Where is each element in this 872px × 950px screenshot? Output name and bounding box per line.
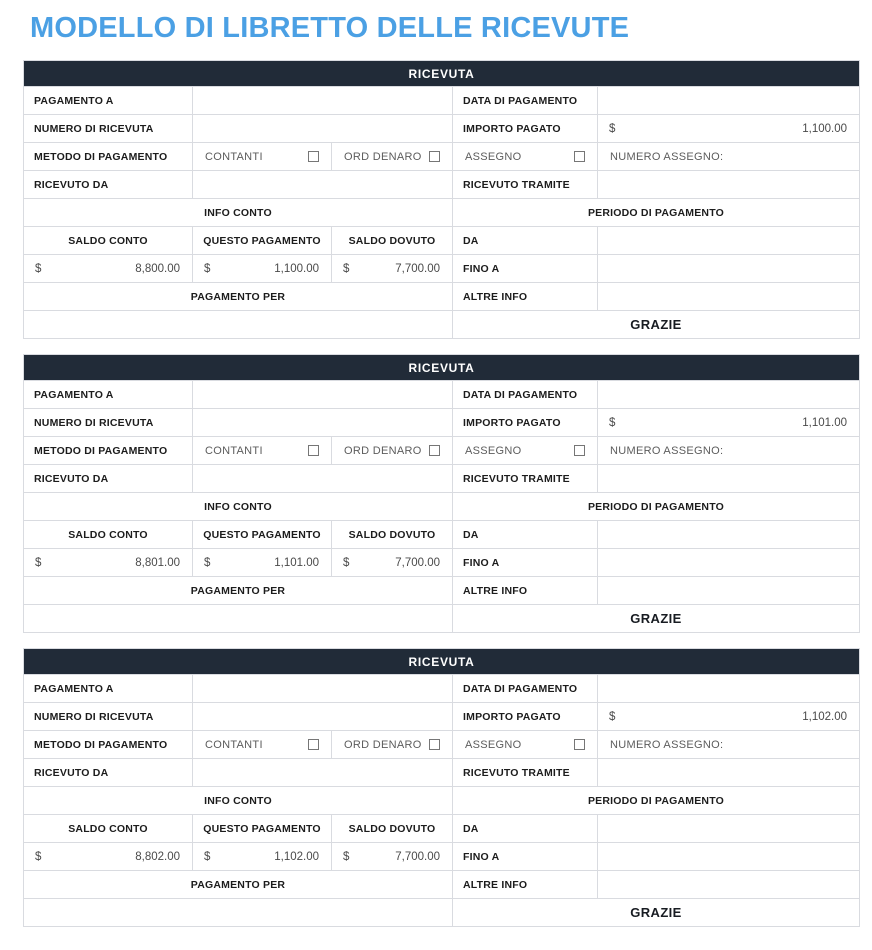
currency-symbol: $ bbox=[609, 710, 616, 723]
label-importo-pagato: IMPORTO PAGATO bbox=[453, 115, 597, 142]
saldo-dovuto-amount: 7,700.00 bbox=[395, 556, 440, 569]
da-field[interactable] bbox=[598, 227, 859, 254]
data-di-pagamento-field[interactable] bbox=[598, 87, 859, 114]
saldo-dovuto-amount: 7,700.00 bbox=[395, 262, 440, 275]
questo-pagamento-amount: 1,101.00 bbox=[274, 556, 319, 569]
label-da: DA bbox=[453, 815, 597, 842]
fino-a-field[interactable] bbox=[598, 255, 859, 282]
assegno-option-cell bbox=[453, 143, 597, 170]
assegno-option-label: ASSEGNO bbox=[465, 738, 522, 751]
label-metodo-di-pagamento: METODO DI PAGAMENTO bbox=[24, 143, 192, 170]
saldo-dovuto-amount: 7,700.00 bbox=[395, 850, 440, 863]
currency-symbol: $ bbox=[35, 850, 42, 863]
questo-pagamento-field[interactable] bbox=[193, 843, 331, 870]
questo-pagamento-field[interactable] bbox=[193, 549, 331, 576]
numero-di-ricevuta-field[interactable] bbox=[193, 115, 452, 142]
saldo-conto-amount: 8,800.00 bbox=[135, 262, 180, 275]
receipt-card bbox=[23, 354, 860, 633]
label-ricevuto-da: RICEVUTO DA bbox=[24, 171, 192, 198]
label-saldo-dovuto: SALDO DOVUTO bbox=[332, 521, 452, 548]
questo-pagamento-amount: 1,100.00 bbox=[274, 262, 319, 275]
label-saldo-dovuto: SALDO DOVUTO bbox=[332, 227, 452, 254]
importo-pagato-amount: 1,101.00 bbox=[802, 416, 847, 429]
assegno-checkbox[interactable] bbox=[574, 151, 585, 162]
currency-symbol: $ bbox=[343, 556, 350, 569]
altre-info-field[interactable] bbox=[598, 871, 859, 898]
grazie-banner: GRAZIE bbox=[453, 605, 859, 632]
label-questo-pagamento: QUESTO PAGAMENTO bbox=[193, 815, 331, 842]
section-info-conto: INFO CONTO bbox=[24, 493, 452, 520]
label-fino-a: FINO A bbox=[453, 549, 597, 576]
importo-pagato-field[interactable] bbox=[598, 115, 859, 142]
numero-assegno-field[interactable] bbox=[598, 437, 859, 464]
receipt-header: RICEVUTA bbox=[24, 61, 859, 86]
assegno-option-label: ASSEGNO bbox=[465, 150, 522, 163]
saldo-dovuto-field[interactable] bbox=[332, 255, 452, 282]
ord-denaro-checkbox[interactable] bbox=[429, 151, 440, 162]
label-data-di-pagamento: DATA DI PAGAMENTO bbox=[453, 381, 597, 408]
receipt-card bbox=[23, 648, 860, 927]
label-ricevuto-tramite: RICEVUTO TRAMITE bbox=[453, 171, 597, 198]
contanti-checkbox[interactable] bbox=[308, 739, 319, 750]
label-numero-di-ricevuta: NUMERO DI RICEVUTA bbox=[24, 115, 192, 142]
data-di-pagamento-field[interactable] bbox=[598, 675, 859, 702]
ord-denaro-option-cell bbox=[332, 437, 452, 464]
label-data-di-pagamento: DATA DI PAGAMENTO bbox=[453, 675, 597, 702]
assegno-option-cell bbox=[453, 437, 597, 464]
currency-symbol: $ bbox=[204, 850, 211, 863]
label-pagamento-a: PAGAMENTO A bbox=[24, 675, 192, 702]
section-periodo-di-pagamento: PERIODO DI PAGAMENTO bbox=[453, 493, 859, 520]
numero-assegno-field[interactable] bbox=[598, 143, 859, 170]
saldo-conto-field[interactable] bbox=[24, 843, 192, 870]
currency-symbol: $ bbox=[35, 556, 42, 569]
ord-denaro-checkbox[interactable] bbox=[429, 445, 440, 456]
label-numero-di-ricevuta: NUMERO DI RICEVUTA bbox=[24, 409, 192, 436]
ricevuto-da-field[interactable] bbox=[193, 171, 452, 198]
currency-symbol: $ bbox=[204, 262, 211, 275]
section-periodo-di-pagamento: PERIODO DI PAGAMENTO bbox=[453, 199, 859, 226]
label-fino-a: FINO A bbox=[453, 255, 597, 282]
label-altre-info: ALTRE INFO bbox=[453, 871, 597, 898]
numero-di-ricevuta-field[interactable] bbox=[193, 703, 452, 730]
currency-symbol: $ bbox=[204, 556, 211, 569]
section-periodo-di-pagamento: PERIODO DI PAGAMENTO bbox=[453, 787, 859, 814]
saldo-conto-amount: 8,801.00 bbox=[135, 556, 180, 569]
altre-info-field[interactable] bbox=[598, 283, 859, 310]
label-saldo-dovuto: SALDO DOVUTO bbox=[332, 815, 452, 842]
label-metodo-di-pagamento: METODO DI PAGAMENTO bbox=[24, 437, 192, 464]
label-pagamento-a: PAGAMENTO A bbox=[24, 381, 192, 408]
saldo-dovuto-field[interactable] bbox=[332, 843, 452, 870]
assegno-checkbox[interactable] bbox=[574, 445, 585, 456]
label-da: DA bbox=[453, 521, 597, 548]
questo-pagamento-field[interactable] bbox=[193, 255, 331, 282]
questo-pagamento-amount: 1,102.00 bbox=[274, 850, 319, 863]
currency-symbol: $ bbox=[35, 262, 42, 275]
assegno-option-label: ASSEGNO bbox=[465, 444, 522, 457]
page-title: MODELLO DI LIBRETTO DELLE RICEVUTE bbox=[30, 12, 630, 44]
contanti-option-label: CONTANTI bbox=[205, 444, 263, 457]
label-da: DA bbox=[453, 227, 597, 254]
assegno-option-cell bbox=[453, 731, 597, 758]
data-di-pagamento-field[interactable] bbox=[598, 381, 859, 408]
ricevuto-tramite-field[interactable] bbox=[598, 759, 859, 786]
section-pagamento-per: PAGAMENTO PER bbox=[24, 283, 452, 310]
ricevuto-da-field[interactable] bbox=[193, 465, 452, 492]
numero-assegno-label: NUMERO ASSEGNO: bbox=[610, 444, 724, 457]
label-ricevuto-tramite: RICEVUTO TRAMITE bbox=[453, 759, 597, 786]
label-ricevuto-da: RICEVUTO DA bbox=[24, 465, 192, 492]
label-altre-info: ALTRE INFO bbox=[453, 577, 597, 604]
contanti-checkbox[interactable] bbox=[308, 151, 319, 162]
contanti-option-cell bbox=[193, 731, 331, 758]
receipt-header: RICEVUTA bbox=[24, 355, 859, 380]
numero-assegno-label: NUMERO ASSEGNO: bbox=[610, 738, 724, 751]
saldo-conto-field[interactable] bbox=[24, 255, 192, 282]
numero-assegno-field[interactable] bbox=[598, 731, 859, 758]
receipt-list bbox=[23, 60, 858, 927]
fino-a-field[interactable] bbox=[598, 549, 859, 576]
ricevuto-tramite-field[interactable] bbox=[598, 465, 859, 492]
da-field[interactable] bbox=[598, 815, 859, 842]
label-data-di-pagamento: DATA DI PAGAMENTO bbox=[453, 87, 597, 114]
ord-denaro-option-cell bbox=[332, 143, 452, 170]
fino-a-field[interactable] bbox=[598, 843, 859, 870]
importo-pagato-amount: 1,100.00 bbox=[802, 122, 847, 135]
currency-symbol: $ bbox=[343, 262, 350, 275]
ricevuto-tramite-field[interactable] bbox=[598, 171, 859, 198]
label-ricevuto-da: RICEVUTO DA bbox=[24, 759, 192, 786]
label-questo-pagamento: QUESTO PAGAMENTO bbox=[193, 521, 331, 548]
pagamento-a-field[interactable] bbox=[193, 381, 452, 408]
ord-denaro-option-label: ORD DENARO bbox=[344, 444, 422, 457]
label-altre-info: ALTRE INFO bbox=[453, 283, 597, 310]
label-numero-di-ricevuta: NUMERO DI RICEVUTA bbox=[24, 703, 192, 730]
contanti-option-label: CONTANTI bbox=[205, 150, 263, 163]
label-saldo-conto: SALDO CONTO bbox=[24, 521, 192, 548]
currency-symbol: $ bbox=[609, 122, 616, 135]
importo-pagato-field[interactable] bbox=[598, 703, 859, 730]
section-info-conto: INFO CONTO bbox=[24, 787, 452, 814]
saldo-conto-field[interactable] bbox=[24, 549, 192, 576]
label-importo-pagato: IMPORTO PAGATO bbox=[453, 409, 597, 436]
grazie-banner: GRAZIE bbox=[453, 311, 859, 338]
contanti-checkbox[interactable] bbox=[308, 445, 319, 456]
contanti-option-cell bbox=[193, 143, 331, 170]
saldo-dovuto-field[interactable] bbox=[332, 549, 452, 576]
label-pagamento-a: PAGAMENTO A bbox=[24, 87, 192, 114]
label-ricevuto-tramite: RICEVUTO TRAMITE bbox=[453, 465, 597, 492]
altre-info-field[interactable] bbox=[598, 577, 859, 604]
section-info-conto: INFO CONTO bbox=[24, 199, 452, 226]
section-pagamento-per: PAGAMENTO PER bbox=[24, 871, 452, 898]
assegno-checkbox[interactable] bbox=[574, 739, 585, 750]
ord-denaro-option-label: ORD DENARO bbox=[344, 150, 422, 163]
contanti-option-cell bbox=[193, 437, 331, 464]
receipt-header: RICEVUTA bbox=[24, 649, 859, 674]
label-saldo-conto: SALDO CONTO bbox=[24, 815, 192, 842]
numero-assegno-label: NUMERO ASSEGNO: bbox=[610, 150, 724, 163]
grazie-banner: GRAZIE bbox=[453, 899, 859, 926]
currency-symbol: $ bbox=[343, 850, 350, 863]
label-metodo-di-pagamento: METODO DI PAGAMENTO bbox=[24, 731, 192, 758]
importo-pagato-field[interactable] bbox=[598, 409, 859, 436]
label-fino-a: FINO A bbox=[453, 843, 597, 870]
receipt-card bbox=[23, 60, 860, 339]
pagamento-per-field[interactable] bbox=[24, 311, 452, 338]
saldo-conto-amount: 8,802.00 bbox=[135, 850, 180, 863]
pagamento-per-field[interactable] bbox=[24, 899, 452, 926]
label-questo-pagamento: QUESTO PAGAMENTO bbox=[193, 227, 331, 254]
ord-denaro-option-cell bbox=[332, 731, 452, 758]
importo-pagato-amount: 1,102.00 bbox=[802, 710, 847, 723]
currency-symbol: $ bbox=[609, 416, 616, 429]
numero-di-ricevuta-field[interactable] bbox=[193, 409, 452, 436]
pagamento-a-field[interactable] bbox=[193, 675, 452, 702]
ord-denaro-checkbox[interactable] bbox=[429, 739, 440, 750]
label-importo-pagato: IMPORTO PAGATO bbox=[453, 703, 597, 730]
label-saldo-conto: SALDO CONTO bbox=[24, 227, 192, 254]
ricevuto-da-field[interactable] bbox=[193, 759, 452, 786]
contanti-option-label: CONTANTI bbox=[205, 738, 263, 751]
pagamento-per-field[interactable] bbox=[24, 605, 452, 632]
ord-denaro-option-label: ORD DENARO bbox=[344, 738, 422, 751]
section-pagamento-per: PAGAMENTO PER bbox=[24, 577, 452, 604]
da-field[interactable] bbox=[598, 521, 859, 548]
pagamento-a-field[interactable] bbox=[193, 87, 452, 114]
